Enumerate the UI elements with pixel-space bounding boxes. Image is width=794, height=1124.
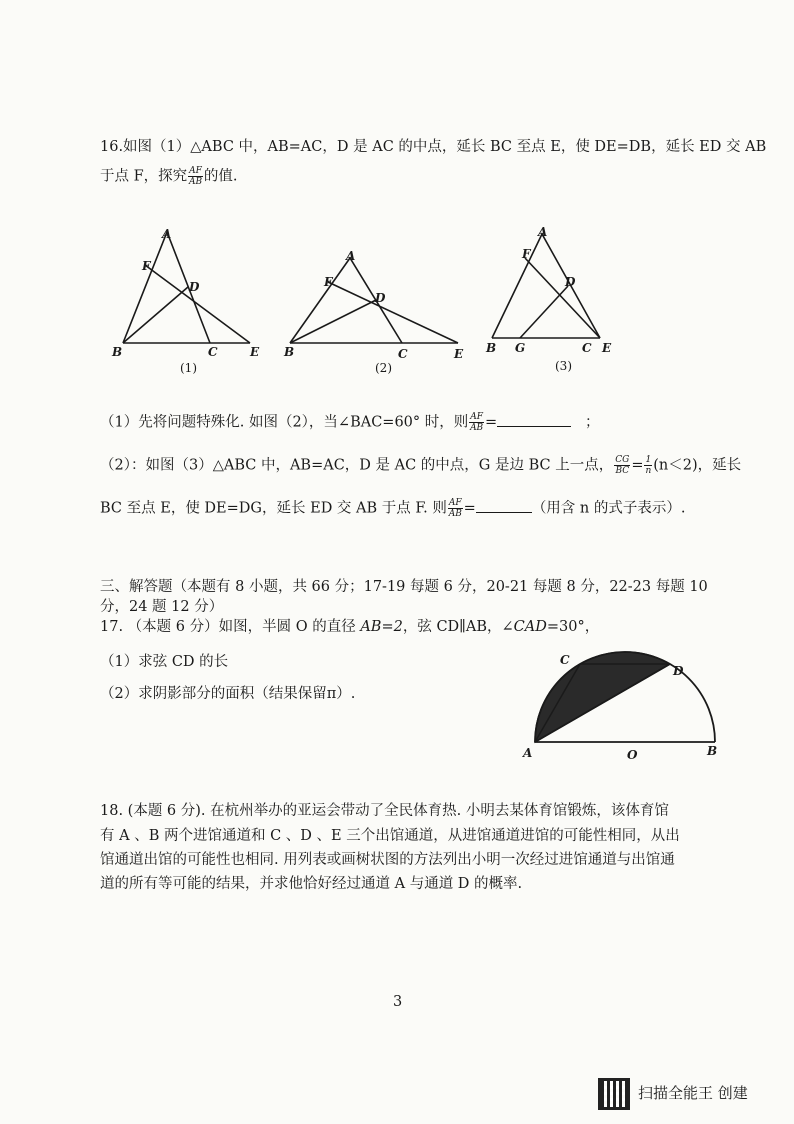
- fig2-label-f: F: [324, 275, 333, 289]
- fig2-label-c: C: [398, 347, 408, 361]
- fraction-numerator: CG: [615, 455, 630, 465]
- q16-sub2-post: (n＜2)，延长: [653, 457, 742, 474]
- fig1-label-e: E: [250, 345, 260, 359]
- q16-sub2-fraction-cg-bc: [614, 455, 630, 476]
- q18-line1: 18. (本题 6 分). 在杭州举办的亚运会带动了全民体育热. 小明去某体育馆锻炼，该体育馆: [100, 803, 669, 819]
- fig2-caption: (2): [375, 361, 392, 375]
- fig3-label-g: G: [515, 341, 526, 355]
- section3-line1: 三、解答题（本题有 8 小题，共 66 分；17-19 每题 6 分，20-21 每题 8 分，22-23 每题 10: [100, 579, 708, 595]
- q17-line1-pre: 17. （本题 6 分）如图，半圆 O 的直径: [100, 619, 361, 635]
- fig3-label-f: F: [522, 247, 531, 261]
- q16-figures: [100, 220, 620, 385]
- q16-line2: [100, 166, 238, 187]
- q16-sub2: （2）：如图（3）△ABC 中，AB=AC，D 是 AC 的中点，G 是边 BC 上一点， $\frac{CG}{BC}$ = $\frac{1}{n}$ (n＜2)，延长: [100, 455, 742, 476]
- qr-code-icon: [598, 1078, 630, 1110]
- fraction-denominator: n: [645, 466, 652, 476]
- q17-sub1: （1）求弦 CD 的长: [100, 654, 229, 670]
- q18-line3: 馆通道出馆的可能性也相同. 用列表或画树状图的方法列出小明一次经过进馆通道与出馆通: [100, 852, 675, 868]
- section3-line2: 分，24 题 12 分）: [100, 599, 224, 615]
- q17-ab: AB=2: [360, 619, 403, 635]
- q17-line1-mid: ，弦 CD∥AB，∠: [402, 619, 514, 635]
- fig3-label-d: D: [565, 275, 576, 289]
- q17-semicircle-figure: [505, 645, 730, 765]
- fraction-numerator: 1: [645, 455, 652, 465]
- q17-label-a: A: [523, 746, 533, 760]
- q16-line1: 16.如图（1）△ABC 中，AB=AC，D 是 AC 的中点，延长 BC 至点 E，使 DE=DB，延长 ED 交 AB: [100, 139, 767, 155]
- q16-sub1-fraction: [469, 412, 484, 433]
- fig2-label-b: B: [284, 345, 295, 359]
- fig2-label-d: D: [375, 291, 386, 305]
- fig3-label-b: B: [486, 341, 497, 355]
- fraction-numerator: AF: [470, 412, 483, 422]
- q16-sub2-answer-fraction: [448, 498, 463, 519]
- q16-sub2-line2-post: （用含 n 的式子表示）.: [531, 500, 686, 517]
- fraction-denominator: BC: [615, 466, 630, 476]
- q16-sub1: （1）先将问题特殊化. 如图（2），当∠BAC=60° 时，则 $\frac{AF}{AB}$ = ；: [100, 412, 600, 433]
- q17-cad: CAD: [513, 619, 547, 635]
- fraction-numerator: AF: [189, 166, 202, 176]
- page-number: 3: [393, 994, 403, 1010]
- q16-line2-pre: 于点 F，探究: [100, 168, 188, 185]
- fig1-label-b: B: [112, 345, 123, 359]
- fig1-label-f: F: [142, 259, 151, 273]
- q17-line1: [100, 617, 599, 637]
- fig1-caption: (1): [180, 361, 197, 375]
- scanner-watermark: 扫描全能王 创建: [638, 1084, 748, 1102]
- q17-sub2: （2）求阴影部分的面积（结果保留π）.: [100, 686, 356, 702]
- q17-line1-post: =30°，: [546, 619, 600, 635]
- fraction-numerator: AF: [448, 498, 462, 508]
- fig1-label-d: D: [189, 280, 200, 294]
- q16-line2-post: 的值.: [203, 168, 238, 185]
- q17-label-b: B: [707, 744, 718, 758]
- q16-sub1-pre: （1）先将问题特殊化. 如图（2），当∠BAC=60° 时，则: [100, 414, 469, 431]
- fig3-label-c: C: [582, 341, 592, 355]
- q16-fraction: [188, 166, 203, 187]
- fig1-label-a: A: [162, 227, 172, 241]
- q16-sub2-fraction-1-n: [644, 455, 652, 476]
- fraction-denominator: AB: [448, 509, 462, 519]
- q17-label-o: O: [627, 748, 638, 762]
- fig3-label-a: A: [538, 225, 548, 239]
- fig3-label-e: E: [602, 341, 612, 355]
- q16-sub2-answer-blank[interactable]: [476, 512, 532, 513]
- q16-sub2-pre: （2）：如图（3）△ABC 中，AB=AC，D 是 AC 的中点，G 是边 BC 上一点，: [100, 457, 614, 474]
- q16-sub2-line2-pre: BC 至点 E，使 DE=DG，延长 ED 交 AB 于点 F. 则: [100, 500, 447, 517]
- q16-sub1-post: ；: [584, 414, 600, 431]
- fig3-caption: (3): [555, 359, 572, 373]
- q18-line2: 有 A 、B 两个进馆通道和 C 、D 、E 三个出馆通道，从进馆通道进馆的可能性相同，从出: [100, 828, 680, 844]
- q17-label-d: D: [673, 664, 684, 678]
- fraction-denominator: AB: [188, 177, 203, 187]
- q18-line4: 道的所有等可能的结果，并求他恰好经过通道 A 与通道 D 的概率.: [100, 876, 523, 892]
- q17-label-c: C: [560, 653, 570, 667]
- q16-sub1-answer-blank[interactable]: [497, 426, 571, 427]
- fig2-label-e: E: [454, 347, 464, 361]
- fraction-denominator: AB: [470, 423, 484, 433]
- fig1-label-c: C: [208, 345, 218, 359]
- q16-sub2-line2: BC 至点 E，使 DE=DG，延长 ED 交 AB 于点 F. 则 $\frac{AF}{AB}$ = （用含 n 的式子表示）.: [100, 498, 686, 519]
- fig2-label-a: A: [346, 249, 356, 263]
